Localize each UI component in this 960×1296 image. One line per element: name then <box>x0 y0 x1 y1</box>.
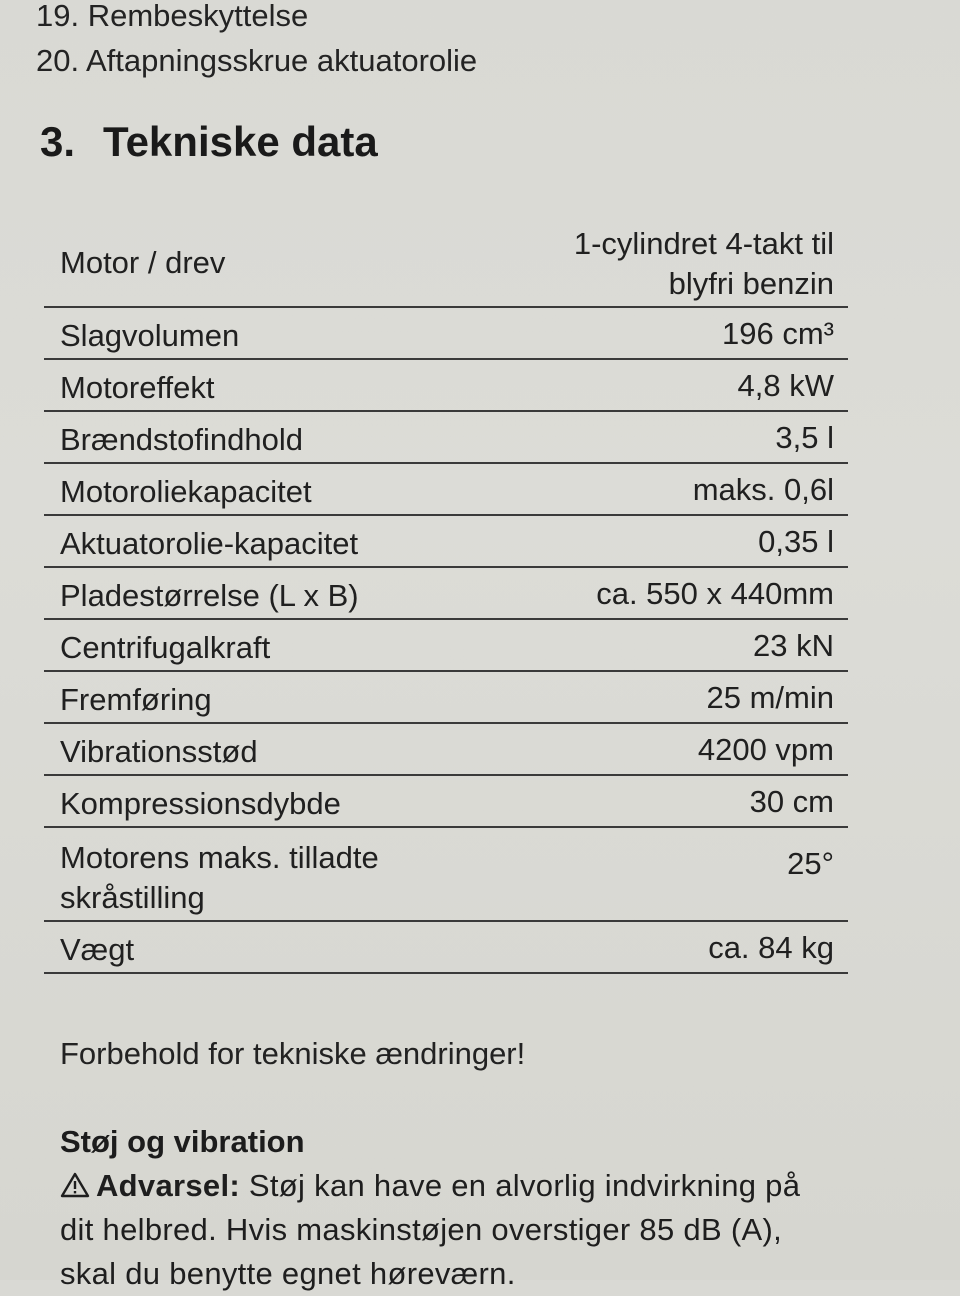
spec-value: 23 kN <box>753 628 834 663</box>
table-row <box>44 672 848 724</box>
warning-label: Advarsel: <box>96 1168 240 1203</box>
spec-value: 25° <box>787 846 834 881</box>
spec-label: Slagvolumen <box>60 318 240 353</box>
spec-label: Kompressionsdybde <box>60 786 341 821</box>
warning-text: Støj kan have en alvorlig indvirkning på <box>240 1168 801 1203</box>
spec-label: Pladestørrelse (L x B) <box>60 578 359 613</box>
spec-value: maks. 0,6l <box>692 472 834 507</box>
spec-value: ca. 84 kg <box>708 930 834 965</box>
table-row <box>44 516 848 568</box>
table-row <box>44 412 848 464</box>
spec-value: 4,8 kW <box>737 368 834 403</box>
spec-label-line: Motorens maks. tilladte <box>60 840 379 875</box>
spec-value <box>574 224 834 304</box>
spec-value: 4200 vpm <box>697 732 834 767</box>
section-number: 3. <box>40 118 76 165</box>
section-title <box>40 118 378 166</box>
spec-label <box>60 838 379 920</box>
spec-value: 30 cm <box>749 784 834 819</box>
noise-heading: Støj og vibration <box>60 1124 305 1159</box>
spec-label: Vægt <box>60 932 135 967</box>
spec-label: Motoreffekt <box>60 370 215 405</box>
spec-value: 3,5 l <box>775 420 834 455</box>
spec-label: Brændstofindhold <box>60 422 303 457</box>
list-item-19: 19. Rembeskyttelse <box>36 0 309 33</box>
table-row <box>44 308 848 360</box>
warning-text: dit helbred. Hvis maskinstøjen overstiger 85 dB (A), <box>60 1212 782 1247</box>
spec-label: Motoroliekapacitet <box>60 474 312 509</box>
warning-text: skal du benytte egnet høreværn. <box>60 1256 516 1291</box>
table-row <box>44 360 848 412</box>
table-row <box>44 828 848 922</box>
spec-value: ca. 550 x 440mm <box>596 576 834 611</box>
table-row <box>44 724 848 776</box>
table-row <box>44 464 848 516</box>
disclaimer-note: Forbehold for tekniske ændringer! <box>60 1036 526 1071</box>
table-row <box>44 922 848 974</box>
spec-label-line: skråstilling <box>60 880 205 915</box>
warning-triangle-icon <box>60 1172 90 1198</box>
spec-value-line: 1-cylindret 4-takt til <box>573 226 834 261</box>
spec-label: Vibrationsstød <box>60 734 258 769</box>
table-row <box>44 776 848 828</box>
spec-label: Aktuatorolie-kapacitet <box>60 526 359 561</box>
spec-label: Centrifugalkraft <box>60 630 271 665</box>
section-title-text: Tekniske data <box>103 118 378 165</box>
list-item-20: 20. Aftapningsskrue aktuatorolie <box>36 43 478 78</box>
table-row <box>44 620 848 672</box>
spec-label: Fremføring <box>60 682 212 717</box>
spec-value: 196 cm³ <box>722 316 834 351</box>
spec-value: 25 m/min <box>706 680 834 715</box>
spec-value-line: blyfri benzin <box>668 266 834 301</box>
warning-paragraph <box>60 1164 880 1296</box>
table-row <box>44 568 848 620</box>
spec-label: Motor / drev <box>60 245 226 280</box>
spec-value: 0,35 l <box>758 524 834 559</box>
spec-table <box>44 222 848 974</box>
table-row-header <box>44 222 848 308</box>
